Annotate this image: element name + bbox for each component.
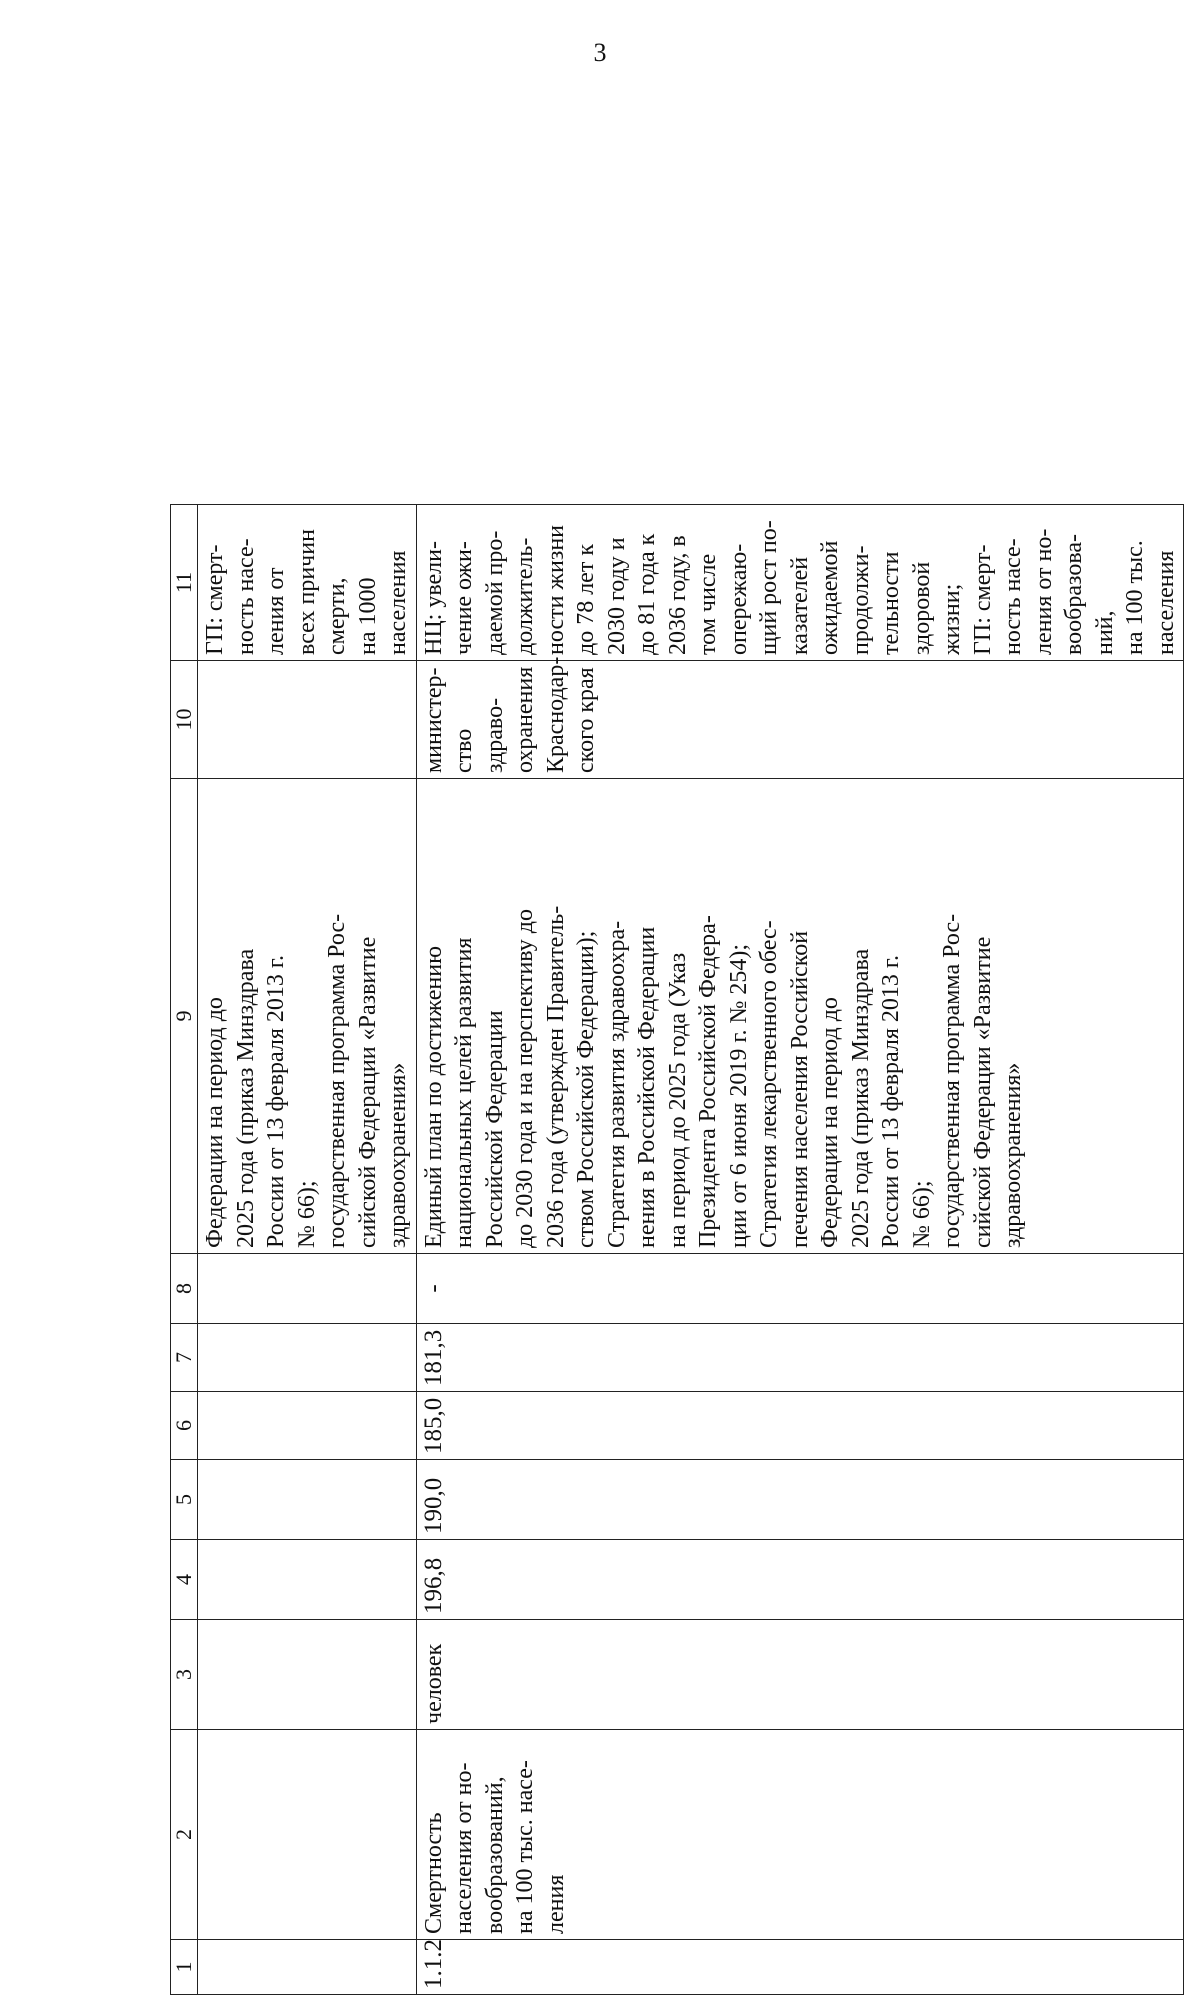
cell-number: 1.1.2 (416, 1940, 1184, 1995)
header-row (171, 505, 198, 1995)
col-header-8: 8 (171, 1254, 198, 1324)
cell-value-col4: 196,8 (416, 1540, 1184, 1620)
cell-responsible: министер- ство здраво- охранения Краснодар- ского края (416, 661, 1184, 779)
col-header-7: 7 (171, 1324, 198, 1392)
cell-unit: человек (416, 1620, 1184, 1730)
col-header-6: 6 (171, 1392, 198, 1460)
cell-value-col5: 190,0 (416, 1460, 1184, 1540)
table-row (416, 505, 1184, 1995)
cell-value-col6 (198, 1392, 417, 1460)
page-number: 3 (593, 38, 607, 67)
cell-documents: Федерации на период до 2025 года (приказ Минздрава России от 13 февраля 2013 г. № 66); государственная программа Рос- сийской Федерации «Развитие здравоохранения» (198, 779, 417, 1254)
col-header-2: 2 (171, 1730, 198, 1940)
col-header-11: 11 (171, 505, 198, 661)
cell-goal-link: ГП: смерт- ность насе- ления от всех причин смерти, на 1000 населения (198, 505, 417, 661)
cell-unit (198, 1620, 417, 1730)
table-row (198, 505, 417, 1995)
cell-documents: Единый план по достижению национальных целей развития Российской Федерации до 2030 года и на перспективу до 2036 года (утвержден Правитель- ством Российской Федерации); Стратегия развития здравоохра- нения в Российской Федерации на период до 2025 года (Указ Президента Российской Федера- ции от 6 июня 2019 г. № 254); Стратегия лекарственного обес- печения населения Российской Федерации на период до 2025 года (приказ Минздрава России от 13 февраля 2013 г. № 66); государственная программа Рос- сийской Федерации «Развитие здравоохранения» (416, 779, 1184, 1254)
cell-value-col8: - (416, 1254, 1184, 1324)
cell-number (198, 1940, 417, 1995)
cell-indicator (198, 1730, 417, 1940)
cell-value-col8 (198, 1254, 417, 1324)
cell-value-col7 (198, 1324, 417, 1392)
cell-goal-link: НЦ: увели- чение ожи- даемой про- должитель- ности жизни до 78 лет к 2030 году и до 81 года к 2036 году, в том числе опережаю- щий рост по- казателей ожидаемой продолжи- тельности здоровой жизни; ГП: смерт- ность насе- ления от но- вообразова- ний, на 100 тыс. населения (416, 505, 1184, 661)
col-header-10: 10 (171, 661, 198, 779)
rotated-table-container (170, 505, 1179, 1995)
cell-value-col4 (198, 1540, 417, 1620)
col-header-1: 1 (171, 1940, 198, 1995)
cell-value-col6: 185,0 (416, 1392, 1184, 1460)
col-header-4: 4 (171, 1540, 198, 1620)
cell-responsible (198, 661, 417, 779)
col-header-9: 9 (171, 779, 198, 1254)
indicators-table (170, 504, 1184, 1995)
cell-indicator: Смертность населения от но- вообразований, на 100 тыс. насе- ления (416, 1730, 1184, 1940)
cell-value-col5 (198, 1460, 417, 1540)
cell-value-col7: 181,3 (416, 1324, 1184, 1392)
col-header-5: 5 (171, 1460, 198, 1540)
col-header-3: 3 (171, 1620, 198, 1730)
